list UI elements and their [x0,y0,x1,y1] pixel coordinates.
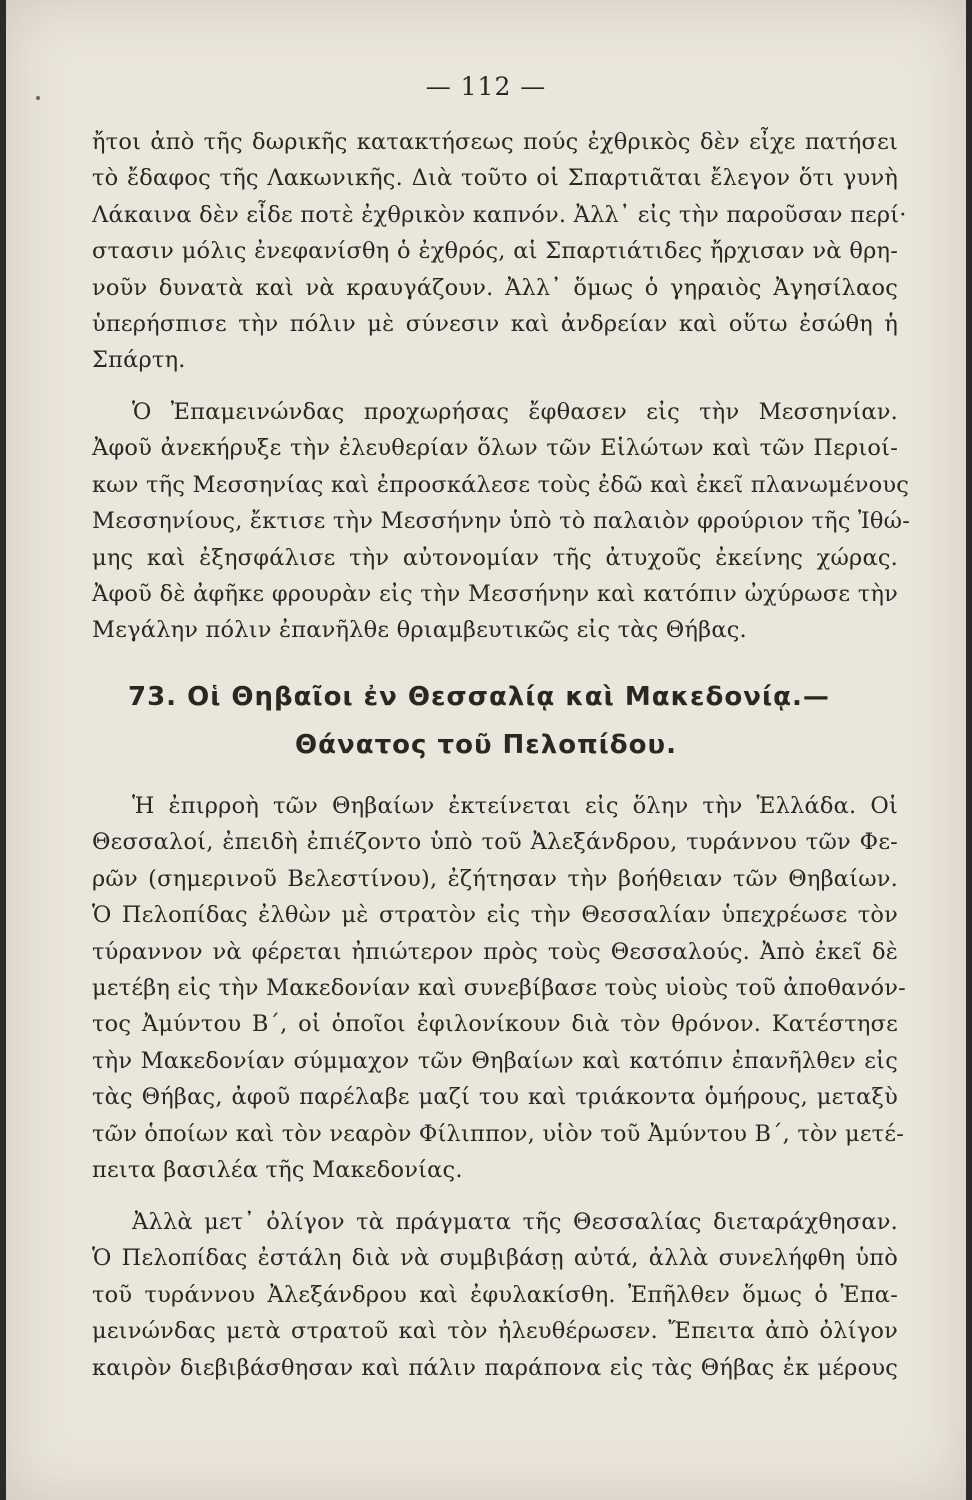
text-line: Σπάρτη. [92,347,186,374]
text-line: Ἀλλὰ μετ᾽ ὀλίγον τὰ πράγματα τῆς Θεσσαλίας διεταράχθησαν. [132,1209,898,1235]
text-line: νοῦν δυνατὰ καὶ νὰ κραυγάζουν. Ἀλλ᾽ ὅμως ὁ γηραιὸς Ἀγησίλαος [92,274,898,301]
text-line: μεινώνδας μετὰ στρατοῦ καὶ τὸν ἠλευθέρωσεν. Ἔπειτα ἀπὸ ὀλίγον [92,1318,898,1345]
text-line: Ὁ Πελοπίδας ἐστάλη διὰ νὰ συμβιβάσῃ αὐτά, ἀλλὰ συνελήφθη ὑπὸ [92,1245,898,1272]
text-line: στασιν μόλις ἐνεφανίσθη ὁ ἐχθρός, αἱ Σπαρτιάτιδες ἤρχισαν νὰ θρη- [92,238,898,265]
text-line: Ἀφοῦ ἀνεκήρυξε τὴν ἐλευθερίαν ὅλων τῶν Εἱλώτων καὶ τῶν Περιοί- [92,435,898,462]
text-line: πειτα βασιλέα τῆς Μακεδονίας. [92,1156,463,1183]
paragraph-2 [92,394,911,649]
text-line: τος Ἀμύντου Β΄, οἱ ὁποῖοι ἐφιλονίκουν διὰ τὸν θρόνον. Κατέστησε [92,1011,898,1038]
text-line: τὰς Θήβας, ἀφοῦ παρέλαβε μαζί του καὶ τριάκοντα ὁμήρους, μεταξὺ [92,1084,898,1111]
page-number: — 112 — [425,72,547,101]
paragraph-1 [92,124,907,379]
text-line: Μεσσηνίους, ἔκτισε τὴν Μεσσήνην ὑπὸ τὸ παλαιὸν φρούριον τῆς Ἰθώ- [92,508,911,535]
text-line: καιρὸν διεβιβάσθησαν καὶ πάλιν παράπονα εἰς τὰς Θήβας ἐκ μέρους [92,1354,898,1381]
text-line: κων τῆς Μεσσηνίας καὶ ἐπροσκάλεσε τοὺς ἐδῶ καὶ ἐκεῖ πλανωμένους [92,471,910,498]
text-line: τοῦ τυράννου Ἀλεξάνδρου καὶ ἐφυλακίσθη. Ἐπῆλθεν ὅμως ὁ Ἐπα- [92,1281,898,1308]
text-line: ὑπερήσπισε τὴν πόλιν μὲ σύνεσιν καὶ ἀνδρείαν καὶ οὕτω ἐσώθη ἡ [92,310,898,337]
text-line: Ἀφοῦ δὲ ἀφῆκε φρουρὰν εἰς τὴν Μεσσήνην καὶ κατόπιν ὠχύρωσε τὴν [92,580,898,607]
paragraph-4 [92,1204,898,1386]
text-line: μης καὶ ἐξησφάλισε τὴν αὐτονομίαν τῆς ἀτυχοῦς ἐκείνης χώρας. [92,544,898,571]
text-line: τῶν ὁποίων καὶ τὸν νεαρὸν Φίλιππον, υἱὸν τοῦ Ἀμύντου Β΄, τὸν μετέ- [92,1120,904,1147]
text-line: μετέβη εἰς τὴν Μακεδονίαν καὶ συνεβίβασε τοὺς υἱοὺς τοῦ ἀποθανόν- [92,974,906,1001]
section-heading: 73. Οἱ Θηβαῖοι ἐν Θεσσαλίᾳ καὶ Μακεδονίᾳ.— [128,682,830,712]
text-line: τὸ ἔδαφος τῆς Λακωνικῆς. Διὰ τοῦτο οἱ Σπαρτιᾶται ἔλεγον ὅτι γυνὴ [92,165,898,192]
text-line: ρῶν (σημερινοῦ Βελεστίνου), ἐζήτησαν τὴν βοήθειαν τῶν Θηβαίων. [92,865,898,892]
text-line: τὴν Μακεδονίαν σύμμαχον τῶν Θηβαίων καὶ κατόπιν ἐπανῆλθεν εἰς [92,1047,898,1074]
text-line: Ὁ Ἐπαμεινώνδας προχωρήσας ἔφθασεν εἰς τὴν Μεσσηνίαν. [132,399,898,425]
text-line: Λάκαινα δὲν εἶδε ποτὲ ἐχθρικὸν καπνόν. Ἀλλ᾽ εἰς τὴν παροῦσαν περί· [92,201,907,228]
paragraph-3 [92,788,906,1188]
book-page [6,0,966,1500]
text-line: Μεγάλην πόλιν ἐπανῆλθε θριαμβευτικῶς εἰς τὰς Θήβας. [92,617,747,644]
text-line: ἤτοι ἀπὸ τῆς δωρικῆς κατακτήσεως πούς ἐχθρικὸς δὲν εἶχε πατήσει [92,129,898,155]
text-line: τύραννον νὰ φέρεται ἠπιώτερον πρὸς τοὺς Θεσσαλούς. Ἀπὸ ἐκεῖ δὲ [92,938,898,965]
text-line: Ἡ ἐπιρροὴ τῶν Θηβαίων ἐκτείνεται εἰς ὅλην τὴν Ἑλλάδα. Οἱ [132,793,898,819]
section-heading-continued: Θάνατος τοῦ Πελοπίδου. [295,730,677,760]
text-line: Θεσσαλοί, ἐπειδὴ ἐπιέζοντο ὑπὸ τοῦ Ἀλεξάνδρου, τυράννου τῶν Φε- [92,829,898,856]
text-line: Ὁ Πελοπίδας ἐλθὼν μὲ στρατὸν εἰς τὴν Θεσσαλίαν ὑπεχρέωσε τὸν [92,902,898,929]
